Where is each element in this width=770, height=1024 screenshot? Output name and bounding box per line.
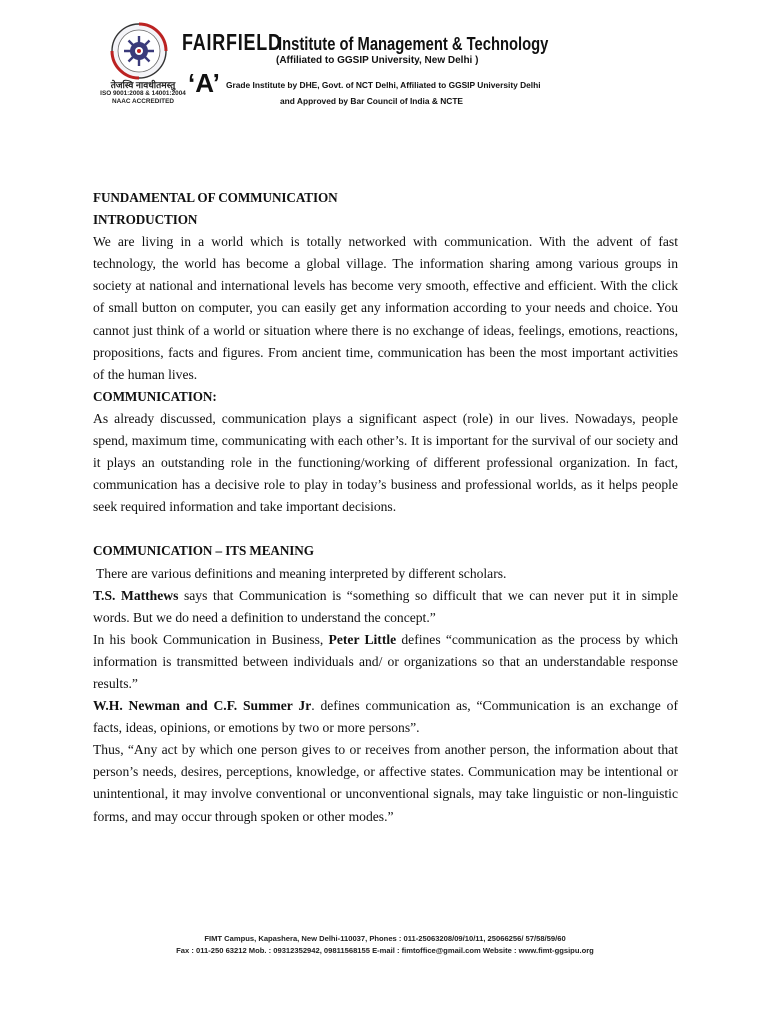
definition-little xyxy=(93,629,678,695)
meaning-intro: There are various definitions and meaning interpreted by different scholars. xyxy=(96,565,507,581)
author-matthews: T.S. Matthews xyxy=(93,587,179,603)
seal-emblem-icon xyxy=(110,22,168,80)
grade-line: Grade Institute by DHE, Govt. of NCT Delhi, Affiliated to GGSIP University Delhi xyxy=(226,80,541,90)
iso-certification: ISO 9001:2008 & 14001:2004 xyxy=(100,90,186,97)
footer-contact-line: FIMT Campus, Kapashera, New Delhi-110037, Phones : 011-25063208/09/10/11, 25066256/ 57/58/59/60 xyxy=(204,934,566,943)
affiliation-line: (Affiliated to GGSIP University, New Delhi ) xyxy=(276,55,479,66)
section-spacer xyxy=(93,518,678,540)
approval-line: and Approved by Bar Council of India & NCTE xyxy=(280,96,464,106)
author-newman-summer: W.H. Newman and C.F. Summer Jr xyxy=(93,698,312,714)
definition-newman-text: . defines communication as, “Communication is an exchange of facts, ideas, opinions, or emotions by two or more persons”. xyxy=(93,698,678,736)
letterhead xyxy=(0,0,770,130)
author-little: Peter Little xyxy=(328,631,397,647)
communication-paragraph: As already discussed, communication plays a significant aspect (role) in our lives. Nowadays, people spend, maximum time, communicating with each other’s. It is important for the survival of our society and it plays an outstanding role in the functioning/working of different professional organization. In fact, communication has a decisive role to play in today’s business and professional worlds, as it helps people seek required information and take important decisions. xyxy=(93,410,678,515)
definition-little-prefix: In his book Communication in Business, xyxy=(93,631,329,647)
communication-heading: COMMUNICATION: xyxy=(93,388,217,404)
institute-name-rest: Institute of Management & Technology xyxy=(278,34,549,54)
seal-caption xyxy=(98,80,188,106)
institute-seal-logo xyxy=(110,22,168,80)
definition-newman xyxy=(93,695,678,739)
institute-name xyxy=(182,29,608,56)
naac-accreditation: NAAC ACCREDITED xyxy=(112,98,174,105)
definition-matthews-text: says that Communication is “something so difficult that we can never put it in simple words. But we do need a definition to understand the concept.” xyxy=(93,587,678,625)
definition-matthews xyxy=(93,585,678,629)
seal-motto: तेजस्वि नावधीतमस्तु xyxy=(110,80,176,90)
intro-paragraph: We are living in a world which is totally networked with communication. With the advent of fast technology, the world has become a global village. The information sharing among various groups in society at national and international levels has become very smooth, effective and efficient. With the click of small button on computer, you can easily get any information according to your needs and choice. You cannot just think of a world or situation where there is no exchange of ideas, feelings, emotions, reactions, propositions, facts and figures. From ancient time, communication has been the most important activities of the human lives. xyxy=(93,234,678,382)
grade-mark: ‘A’ xyxy=(188,68,220,98)
closing-paragraph: Thus, “Any act by which one person gives to or receives from another person, the information about that person’s needs, desires, perceptions, knowledge, or affective states. Communication may be intentional or unintentional, it may involve conventional or unconventional signals, may take linguistic or non-linguistic forms, and may occur through spoken or other modes.” xyxy=(93,742,678,824)
meaning-heading: COMMUNICATION – ITS MEANING xyxy=(93,543,314,559)
document-body xyxy=(93,187,678,828)
document-title: FUNDAMENTAL OF COMMUNICATION xyxy=(93,190,338,205)
footer xyxy=(0,933,770,957)
intro-heading: INTRODUCTION xyxy=(93,212,198,228)
footer-email-line: Fax : 011-250 63212 Mob. : 09312352942, 09811568155 E-mail : fimtoffice@gmail.com Website : www.fimt-ggsipu.org xyxy=(176,946,594,955)
definition-little-text: defines “communication as the process by which information is transmitted between individuals and/ or organizations so that an understandable response results.” xyxy=(93,631,678,691)
institute-name-main: FAIRFIELD xyxy=(182,29,282,55)
